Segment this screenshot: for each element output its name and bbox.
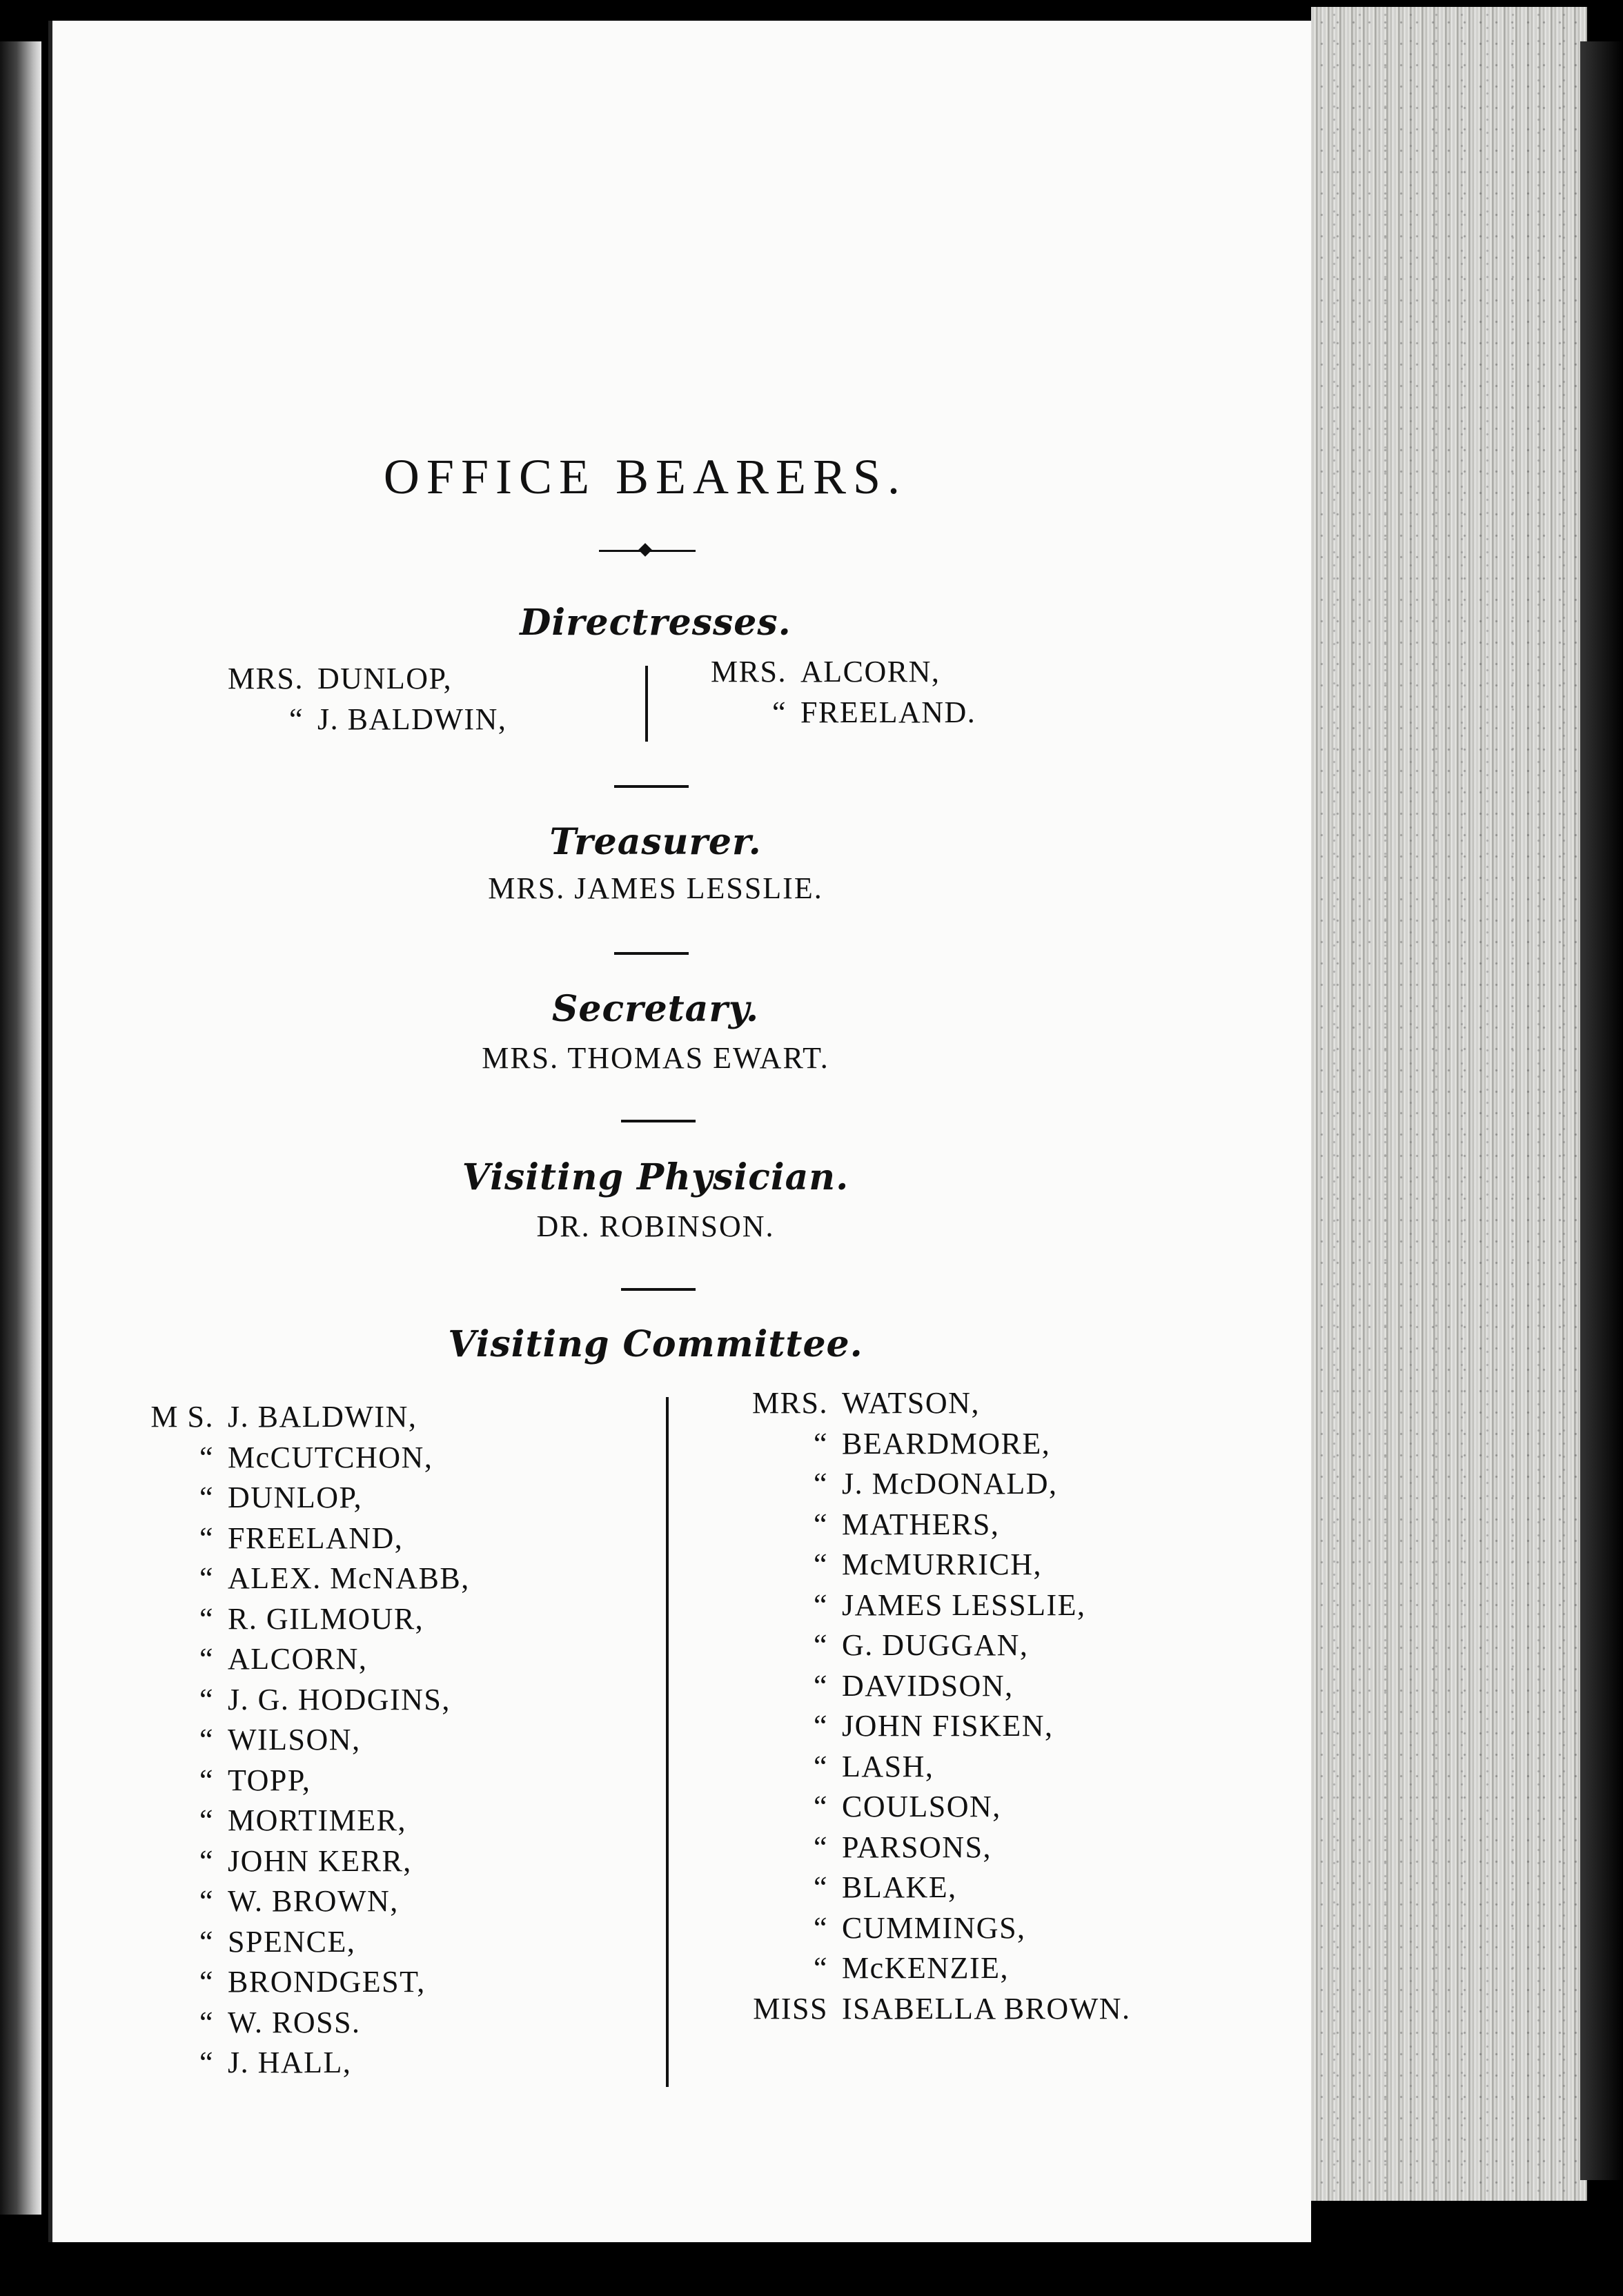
person-name: ALCORN, <box>228 1642 368 1676</box>
name-prefix: “ <box>813 1951 828 1985</box>
person-name: W. BROWN, <box>228 1884 399 1918</box>
name-prefix: “ <box>199 1884 214 1918</box>
section-rule <box>614 952 689 955</box>
list-item <box>704 1585 1131 1626</box>
name-prefix: “ <box>813 1749 828 1783</box>
person-name: TOPP, <box>228 1763 311 1797</box>
name-prefix: “ <box>813 1587 828 1622</box>
committee-divider <box>666 1397 669 2087</box>
person-name: SPENCE, <box>228 1924 356 1959</box>
list-item <box>704 693 976 733</box>
list-item <box>62 1639 470 1680</box>
list-item <box>704 1625 1131 1666</box>
name-prefix: “ <box>813 1709 828 1743</box>
person-name: G. DUGGAN, <box>842 1628 1029 1662</box>
list-item <box>704 1383 1131 1424</box>
ornament-diamond <box>638 543 652 557</box>
list-item <box>704 1989 1131 2030</box>
directresses-right-list <box>704 652 976 733</box>
person-name: WATSON, <box>842 1386 980 1420</box>
name-prefix: “ <box>199 1723 214 1756</box>
list-item <box>704 1505 1131 1545</box>
list-item <box>704 1747 1131 1788</box>
person-name: MORTIMER, <box>228 1803 406 1837</box>
section-rule <box>621 1288 696 1291</box>
list-item <box>704 652 976 693</box>
person-name: BLAKE, <box>842 1870 957 1904</box>
list-item <box>62 1438 470 1478</box>
list-item <box>704 1464 1131 1505</box>
name-prefix: “ <box>813 1910 828 1945</box>
person-name: ISABELLA BROWN. <box>842 1991 1131 2026</box>
person-name: BEARDMORE, <box>842 1426 1051 1461</box>
list-item <box>704 1868 1131 1908</box>
person-name: FREELAND. <box>800 695 976 729</box>
person-name: W. ROSS. <box>228 2005 361 2039</box>
person-name: ALCORN, <box>800 655 941 689</box>
name-prefix: “ <box>199 1601 214 1636</box>
person-name: JAMES LESSLIE, <box>842 1587 1086 1622</box>
person-name: LASH, <box>842 1749 934 1783</box>
name-prefix: “ <box>813 1547 828 1581</box>
name-prefix: “ <box>199 2046 214 2079</box>
committee-left-list <box>62 1397 470 2084</box>
person-name: PARSONS, <box>842 1830 992 1864</box>
name-prefix: “ <box>199 1440 214 1474</box>
list-item <box>62 1922 470 1963</box>
list-item <box>62 1801 470 1841</box>
secretary-name: MRS. THOMAS EWART. <box>482 1041 829 1075</box>
list-item <box>62 1962 470 2003</box>
name-prefix: MRS. <box>228 662 304 695</box>
name-prefix: “ <box>199 1843 214 1878</box>
treasurer-name: MRS. JAMES LESSLIE. <box>488 871 823 905</box>
directresses-divider <box>645 666 648 742</box>
name-prefix: “ <box>813 1507 828 1541</box>
committee-right-list <box>704 1383 1131 2029</box>
section-rule <box>614 785 689 788</box>
person-name: ALEX. McNABB, <box>228 1561 470 1595</box>
list-item <box>704 1828 1131 1868</box>
directresses-left-list <box>207 659 506 740</box>
name-prefix: “ <box>771 695 787 729</box>
person-name: COULSON, <box>842 1790 1001 1823</box>
physician-heading: Visiting Physician. <box>462 1156 849 1198</box>
person-name: McCUTCHON, <box>228 1440 433 1474</box>
list-item <box>62 1599 470 1640</box>
person-name: WILSON, <box>228 1723 361 1756</box>
person-name: MATHERS, <box>842 1507 1000 1541</box>
name-prefix: “ <box>199 2005 214 2039</box>
name-prefix: “ <box>199 1763 214 1797</box>
secretary-heading: Secretary. <box>551 988 760 1030</box>
person-name: J. HALL, <box>228 2046 352 2079</box>
name-prefix: “ <box>813 1790 828 1823</box>
list-item <box>704 1948 1131 1989</box>
person-name: BRONDGEST, <box>228 1965 426 1999</box>
name-prefix: “ <box>199 1682 214 1716</box>
list-item <box>704 1706 1131 1747</box>
name-prefix: MRS. <box>711 655 787 689</box>
name-prefix: “ <box>288 702 304 736</box>
section-rule <box>621 1120 696 1122</box>
list-item <box>62 1720 470 1761</box>
list-item <box>704 1424 1131 1465</box>
list-item <box>62 1761 470 1801</box>
person-name: JOHN FISKEN, <box>842 1709 1054 1743</box>
directresses-heading: Directresses. <box>520 602 791 644</box>
list-item <box>704 1545 1131 1585</box>
list-item <box>62 1881 470 1922</box>
person-name: DUNLOP, <box>228 1481 363 1514</box>
name-prefix: “ <box>199 1521 214 1555</box>
name-prefix: “ <box>813 1830 828 1864</box>
list-item <box>704 1787 1131 1828</box>
name-prefix: MRS. <box>752 1386 828 1420</box>
list-item <box>704 1666 1131 1707</box>
person-name: McKENZIE, <box>842 1951 1009 1985</box>
name-prefix: “ <box>813 1467 828 1501</box>
name-prefix: “ <box>199 1561 214 1595</box>
name-prefix: “ <box>813 1870 828 1904</box>
person-name: J. BALDWIN, <box>317 702 507 736</box>
list-item <box>62 1518 470 1559</box>
name-prefix: “ <box>813 1628 828 1662</box>
list-item <box>62 2043 470 2084</box>
person-name: McMURRICH, <box>842 1547 1043 1581</box>
person-name: DAVIDSON, <box>842 1668 1014 1703</box>
name-prefix: “ <box>199 1481 214 1514</box>
person-name: FREELAND, <box>228 1521 404 1555</box>
title-ornament <box>599 548 696 553</box>
person-name: J. McDONALD, <box>842 1467 1058 1501</box>
list-item <box>62 1841 470 1882</box>
physician-name: DR. ROBINSON. <box>536 1209 775 1243</box>
list-item <box>704 1908 1131 1949</box>
person-name: J. G. HODGINS, <box>228 1682 451 1716</box>
name-prefix: “ <box>199 1642 214 1676</box>
name-prefix: “ <box>199 1965 214 1999</box>
person-name: DUNLOP, <box>317 662 453 695</box>
name-prefix: M S. <box>150 1400 214 1434</box>
name-prefix: “ <box>813 1668 828 1703</box>
list-item <box>207 700 506 740</box>
page-title: OFFICE BEARERS. <box>383 449 907 504</box>
list-item <box>62 1680 470 1721</box>
name-prefix: “ <box>813 1426 828 1461</box>
person-name: CUMMINGS, <box>842 1910 1026 1945</box>
name-prefix: “ <box>199 1924 214 1959</box>
person-name: R. GILMOUR, <box>228 1601 424 1636</box>
list-item <box>62 1478 470 1518</box>
committee-heading: Visiting Committee. <box>448 1323 863 1365</box>
person-name: J. BALDWIN, <box>228 1400 417 1434</box>
name-prefix: “ <box>199 1803 214 1837</box>
treasurer-heading: Treasurer. <box>549 821 762 863</box>
list-item <box>62 1397 470 1438</box>
list-item <box>207 659 506 700</box>
person-name: JOHN KERR, <box>228 1843 412 1878</box>
name-prefix: MISS <box>753 1991 828 2026</box>
list-item <box>62 1558 470 1599</box>
list-item <box>62 2003 470 2043</box>
